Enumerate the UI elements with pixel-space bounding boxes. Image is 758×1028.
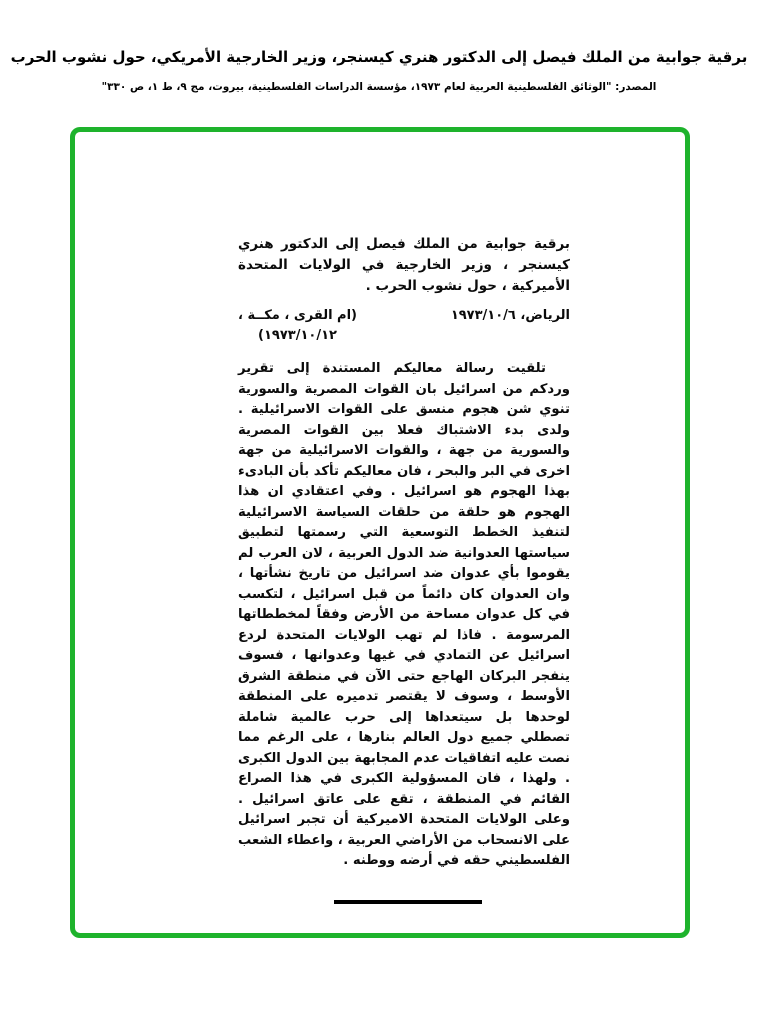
dateline-mecca-line1: (ام القرى ، مكــة ،: [238, 308, 357, 323]
end-divider-rule: [334, 900, 482, 904]
telegram-title: برقية جوابية من الملك فيصل إلى الدكتور هنري كيسنجر ، وزير الخارجية في الولايات المتحدة الأميركية ، حول نشوب الحرب .: [238, 236, 570, 294]
green-frame: [70, 127, 690, 938]
page-title: برقية جوابية من الملك فيصل إلى الدكتور هنري كيسنجر، وزير الخارجية الأمريكي، حول نشوب الحرب: [10, 48, 748, 66]
source-citation: المصدر: "الوثائق الفلسطينية العربية لعام ١٩٧٣، مؤسسة الدراسات الفلسطينية، بيروت، مج ٩، ط ١، ص ٣٣٠": [101, 81, 657, 93]
scanned-document: [238, 234, 570, 904]
dateline-riyadh: الرياض، ١٩٧٣/١٠/٦: [450, 308, 570, 323]
dateline: [238, 306, 570, 346]
dateline-mecca: [238, 306, 357, 346]
dateline-mecca-line2: ١٩٧٣/١٠/١٢): [258, 328, 337, 343]
telegram-body: تلقيت رسالة معاليكم المستندة إلى تقرير وردكم من اسرائيل بان القوات المصرية والسورية تنوي شن هجوم منسق على القوات الاسرائيلية . ولدى بدء الاشتباك فعلا بين القوات المصرية والسورية من جهة ، والقوات الاسرائيلية من جهة اخرى في البر والبحر ، فان معاليكم تأكد بأن البادىء بهذا الهجوم هو اسرائيل . وفي اعتقادي ان هذا الهجوم هو حلقة من حلقات السياسة الاسرائيلية لتنفيذ الخطط التوسعية التي رسمتها لتطبيق سياستها العدوانية ضد الدول العربية ، لان العرب لم يقوموا بأي عدوان ضد اسرائيل من تاريخ نشأتها ، وان العدوان كان دائماً من قبل اسرائيل ، لتكسب في كل عدوان مساحة من الأرض وفقاً لمخططاتها المرسومة . فاذا لم تهب الولايات المتحدة لردع اسرائيل عن التمادي في غيها وعدوانها ، فسوف ينفجر البركان الهاجع حتى الآن في منطقة الشرق الأوسط ، وسوف لا يقتصر تدميره على المنطقة لوحدها بل سيتعداها إلى حرب عالمية شاملة تصطلي جميع دول العالم بنارها ، على الرغم مما نصت عليه اتفاقيات عدم المجابهة بين الدول الكبرى . ولهذا ، فان المسؤولية الكبرى في هذا الصراع القائم في المنطقة ، تقع على عاتق اسرائيل . وعلى الولايات المتحدة الاميركية أن تجبر اسرائيل على الانسحاب من الأراضي العربية ، واعطاء الشعب الفلسطيني حقه في أرضه ووطنه .: [238, 361, 570, 868]
page-header: [0, 0, 758, 93]
